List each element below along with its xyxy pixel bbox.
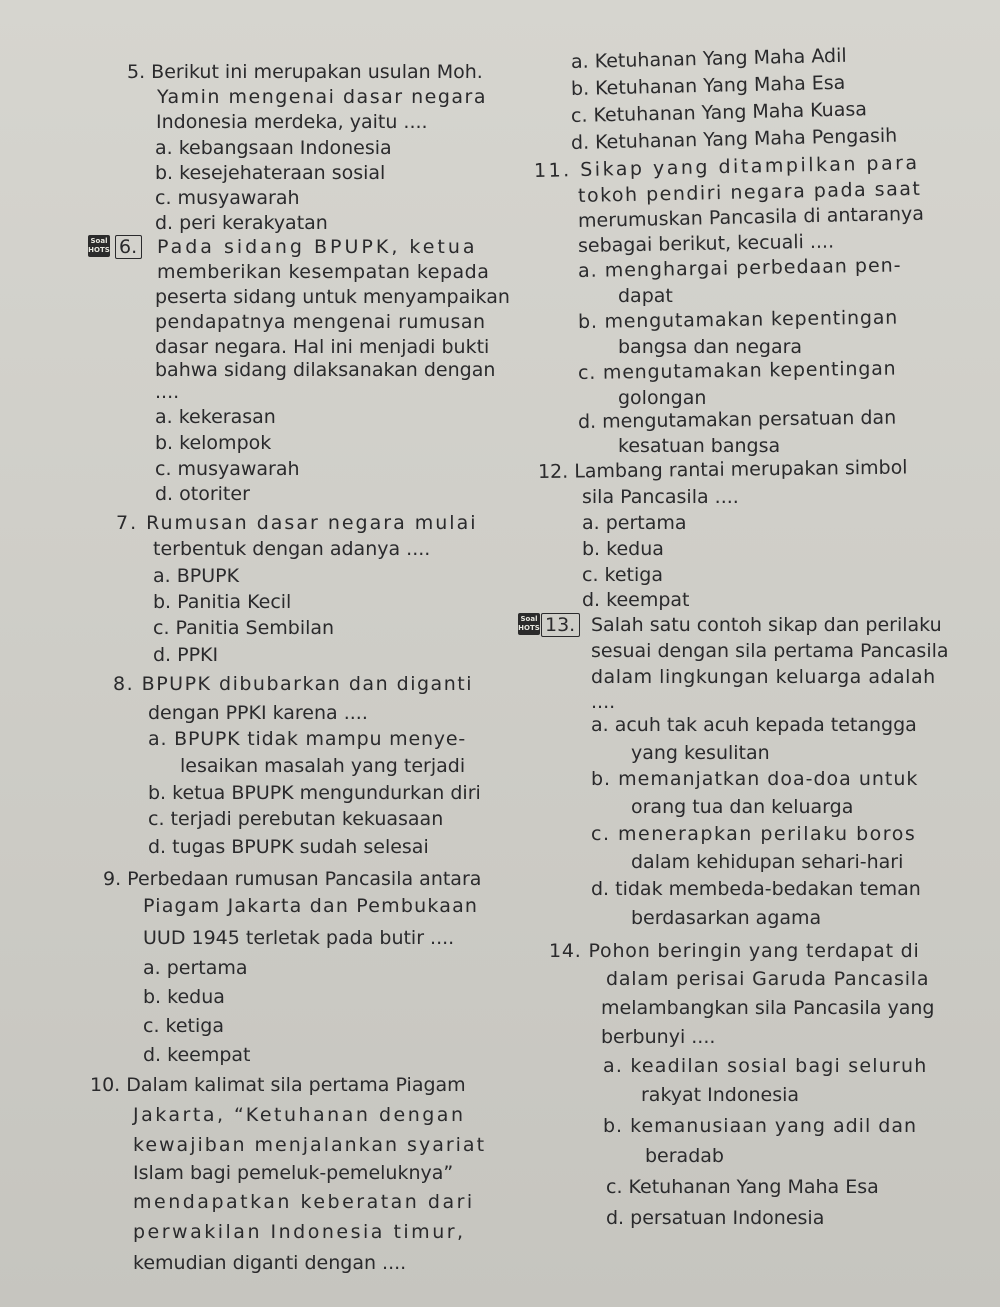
option: b. kemanusiaan yang adil dan bbox=[603, 1115, 918, 1137]
option: d. Ketuhanan Yang Maha Pengasih bbox=[570, 124, 898, 154]
option: a. acuh tak acuh kepada tetangga bbox=[591, 714, 917, 736]
question-9-line: UUD 1945 terletak pada butir .... bbox=[143, 927, 455, 949]
option: a. pertama bbox=[582, 512, 687, 534]
option: c. mengutamakan kepentingan bbox=[577, 357, 897, 384]
question-13-line: .... bbox=[591, 691, 616, 713]
option: a. BPUPK bbox=[153, 565, 240, 587]
option: c. menerapkan perilaku boros bbox=[591, 823, 917, 845]
hots-badge-icon: Soal HOTS bbox=[518, 613, 540, 635]
option: c. terjadi perebutan kekuasaan bbox=[148, 808, 444, 830]
option: rakyat Indonesia bbox=[641, 1084, 800, 1106]
option: lesaikan masalah yang terjadi bbox=[180, 755, 466, 777]
option: d. peri kerakyatan bbox=[155, 212, 328, 234]
option: dapat bbox=[618, 285, 673, 307]
option: c. Ketuhanan Yang Maha Esa bbox=[606, 1176, 879, 1198]
option: d. otoriter bbox=[155, 483, 250, 505]
question-5-line: Yamin mengenai dasar negara bbox=[157, 86, 487, 108]
question-11-line: merumuskan Pancasila di antaranya bbox=[577, 202, 925, 232]
question-6-line: memberikan kesempatan kepada bbox=[157, 261, 490, 283]
question-6-line: peserta sidang untuk menyampaikan bbox=[155, 286, 510, 308]
option: b. Ketuhanan Yang Maha Esa bbox=[570, 71, 846, 100]
question-11-line: tokoh pendiri negara pada saat bbox=[577, 177, 922, 207]
question-9-line: Piagam Jakarta dan Pembukaan bbox=[143, 895, 479, 917]
option: a. pertama bbox=[143, 957, 248, 979]
option: d. mengutamakan persatuan dan bbox=[577, 406, 897, 433]
option: c. musyawarah bbox=[155, 187, 300, 209]
option: d. PPKI bbox=[153, 644, 219, 666]
question-5-line: Indonesia merdeka, yaitu .... bbox=[156, 111, 428, 133]
question-8-line: 8. BPUPK dibubarkan dan diganti bbox=[113, 673, 473, 695]
option: a. Ketuhanan Yang Maha Adil bbox=[570, 44, 847, 73]
question-11-line: 11. Sikap yang ditampilkan para bbox=[533, 151, 920, 182]
option: a. keadilan sosial bagi seluruh bbox=[603, 1055, 928, 1077]
question-14-line: berbunyi .... bbox=[601, 1026, 716, 1048]
option: b. kedua bbox=[143, 986, 225, 1008]
question-7-line: 7. Rumusan dasar negara mulai bbox=[116, 512, 478, 534]
option: golongan bbox=[618, 387, 707, 409]
question-14-line: 14. Pohon beringin yang terdapat di bbox=[549, 940, 920, 962]
option: d. persatuan Indonesia bbox=[606, 1207, 825, 1229]
option: b. Panitia Kecil bbox=[153, 591, 292, 613]
question-6-line: .... bbox=[155, 381, 180, 403]
question-12-line: sila Pancasila .... bbox=[582, 486, 739, 508]
option: beradab bbox=[645, 1145, 724, 1167]
question-13-number: 13. bbox=[541, 613, 580, 637]
hots-badge-icon: Soal HOTS bbox=[88, 235, 110, 257]
question-6-line: Pada sidang BPUPK, ketua bbox=[157, 236, 478, 258]
question-10-line: perwakilan Indonesia timur, bbox=[133, 1221, 466, 1243]
option: b. kelompok bbox=[155, 432, 272, 454]
option: c. ketiga bbox=[143, 1015, 224, 1037]
option: a. BPUPK tidak mampu menye- bbox=[148, 728, 466, 750]
option: b. ketua BPUPK mengundurkan diri bbox=[148, 782, 481, 804]
question-10-line: mendapatkan keberatan dari bbox=[133, 1191, 475, 1213]
question-13-line: Salah satu contoh sikap dan perilaku bbox=[591, 614, 942, 636]
option: b. mengutamakan kepentingan bbox=[577, 306, 899, 333]
option: bangsa dan negara bbox=[618, 336, 803, 358]
question-11-line: sebagai berikut, kecuali .... bbox=[577, 230, 835, 257]
option: d. keempat bbox=[582, 589, 690, 611]
question-9-line: 9. Perbedaan rumusan Pancasila antara bbox=[103, 868, 482, 890]
option: kesatuan bangsa bbox=[618, 435, 781, 457]
question-12-line: 12. Lambang rantai merupakan simbol bbox=[537, 456, 908, 483]
option: a. kekerasan bbox=[155, 406, 276, 428]
question-7-line: terbentuk dengan adanya .... bbox=[153, 538, 431, 560]
option: c. musyawarah bbox=[155, 458, 300, 480]
question-6-line: pendapatnya mengenai rumusan bbox=[155, 311, 486, 333]
option: a. menghargai perbedaan pen- bbox=[577, 254, 902, 282]
option: b. memanjatkan doa-doa untuk bbox=[591, 768, 919, 790]
question-10-line: 10. Dalam kalimat sila pertama Piagam bbox=[90, 1074, 466, 1096]
question-13-line: dalam lingkungan keluarga adalah bbox=[591, 666, 936, 688]
question-14-line: melambangkan sila Pancasila yang bbox=[601, 997, 935, 1019]
question-10-line: kemudian diganti dengan .... bbox=[133, 1252, 407, 1274]
question-5-line: 5. Berikut ini merupakan usulan Moh. bbox=[127, 61, 483, 83]
option: d. keempat bbox=[143, 1044, 251, 1066]
option: c. Panitia Sembilan bbox=[153, 617, 335, 639]
option: a. kebangsaan Indonesia bbox=[155, 137, 392, 159]
option: b. kesejehateraan sosial bbox=[155, 162, 386, 184]
option: orang tua dan keluarga bbox=[631, 796, 854, 818]
option: yang kesulitan bbox=[631, 742, 770, 764]
question-10-line: Islam bagi pemeluk-pemeluknya” bbox=[133, 1162, 454, 1184]
question-6-line: bahwa sidang dilaksanakan dengan bbox=[155, 359, 496, 381]
question-8-line: dengan PPKI karena .... bbox=[148, 702, 368, 724]
option: d. tidak membeda-bedakan teman bbox=[591, 878, 921, 900]
question-13-line: sesuai dengan sila pertama Pancasila bbox=[591, 640, 949, 662]
option: berdasarkan agama bbox=[631, 907, 822, 929]
question-14-line: dalam perisai Garuda Pancasila bbox=[606, 968, 930, 990]
question-10-line: kewajiban menjalankan syariat bbox=[133, 1134, 487, 1156]
option: c. Ketuhanan Yang Maha Kuasa bbox=[570, 98, 868, 127]
question-6-number: 6. bbox=[115, 235, 142, 259]
option: c. ketiga bbox=[582, 564, 663, 586]
question-10-line: Jakarta, “Ketuhanan dengan bbox=[133, 1104, 466, 1126]
question-6-line: dasar negara. Hal ini menjadi bukti bbox=[155, 336, 490, 358]
option: b. kedua bbox=[582, 538, 664, 560]
option: dalam kehidupan sehari-hari bbox=[631, 851, 904, 873]
option: d. tugas BPUPK sudah selesai bbox=[148, 836, 429, 858]
